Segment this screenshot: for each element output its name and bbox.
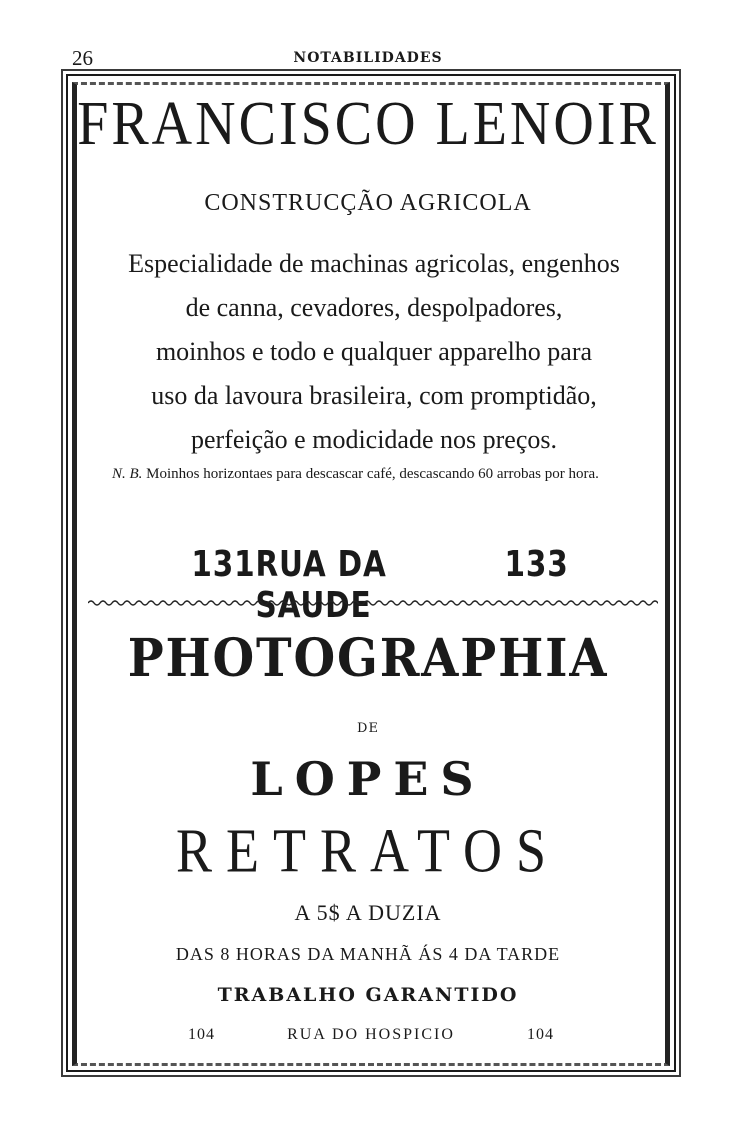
ad2-hours: DAS 8 HORAS DA MANHÃ ÁS 4 DA TARDE: [175, 944, 561, 964]
ad1-description-line: uso da lavoura brasileira, com promptidão,: [151, 381, 597, 410]
page-number: 26: [72, 46, 93, 70]
ad2-address-number-right: 104: [526, 1026, 554, 1043]
ad2-business-name: PHOTOGRAPHIA: [127, 628, 609, 689]
ad2-owner-name: LOPES: [250, 752, 486, 806]
ad1-address-number-right: 133: [504, 544, 569, 585]
ad2-guarantee: TRABALHO GARANTIDO: [217, 984, 519, 1006]
ad1-address-number-left: 131: [191, 544, 256, 585]
ad1-address: [191, 544, 568, 626]
ad1-description-line: Especialidade de machinas agricolas, engenhos: [128, 249, 620, 278]
ad1-description: [86, 242, 662, 462]
ad2-address-street: RUA DO HOSPICIO: [287, 1026, 455, 1043]
ad1-note: [92, 464, 658, 485]
ad2-price: A 5$ A DUZIA: [294, 900, 442, 925]
ad1-note-mark: N. B.: [112, 466, 143, 482]
ad1-description-line: perfeição e modicidade nos preços.: [190, 425, 557, 454]
ad1-description-line: de canna, cevadores, despolpadores,: [185, 293, 563, 322]
wavy-divider: [88, 598, 658, 608]
ad2-connector: DE: [357, 721, 379, 736]
running-title: NOTABILIDADES: [293, 50, 443, 66]
ad1-business-name: FRANCISCO LENOIR: [77, 89, 659, 159]
ad1-address-street: RUA DA SAUDE: [255, 544, 387, 626]
ad1-subtitle: CONSTRUCÇÃO AGRICOLA: [204, 190, 532, 216]
ad2-address-number-left: 104: [188, 1026, 215, 1043]
ad1-note-text: Moinhos horizontaes para descascar café, descascando 60 arrobas por hora.: [146, 466, 599, 482]
ad1-description-line: moinhos e todo e qualquer apparelho para: [155, 337, 593, 366]
ad2-address: [188, 1026, 554, 1044]
ad2-headline: RETRATOS: [175, 816, 561, 886]
